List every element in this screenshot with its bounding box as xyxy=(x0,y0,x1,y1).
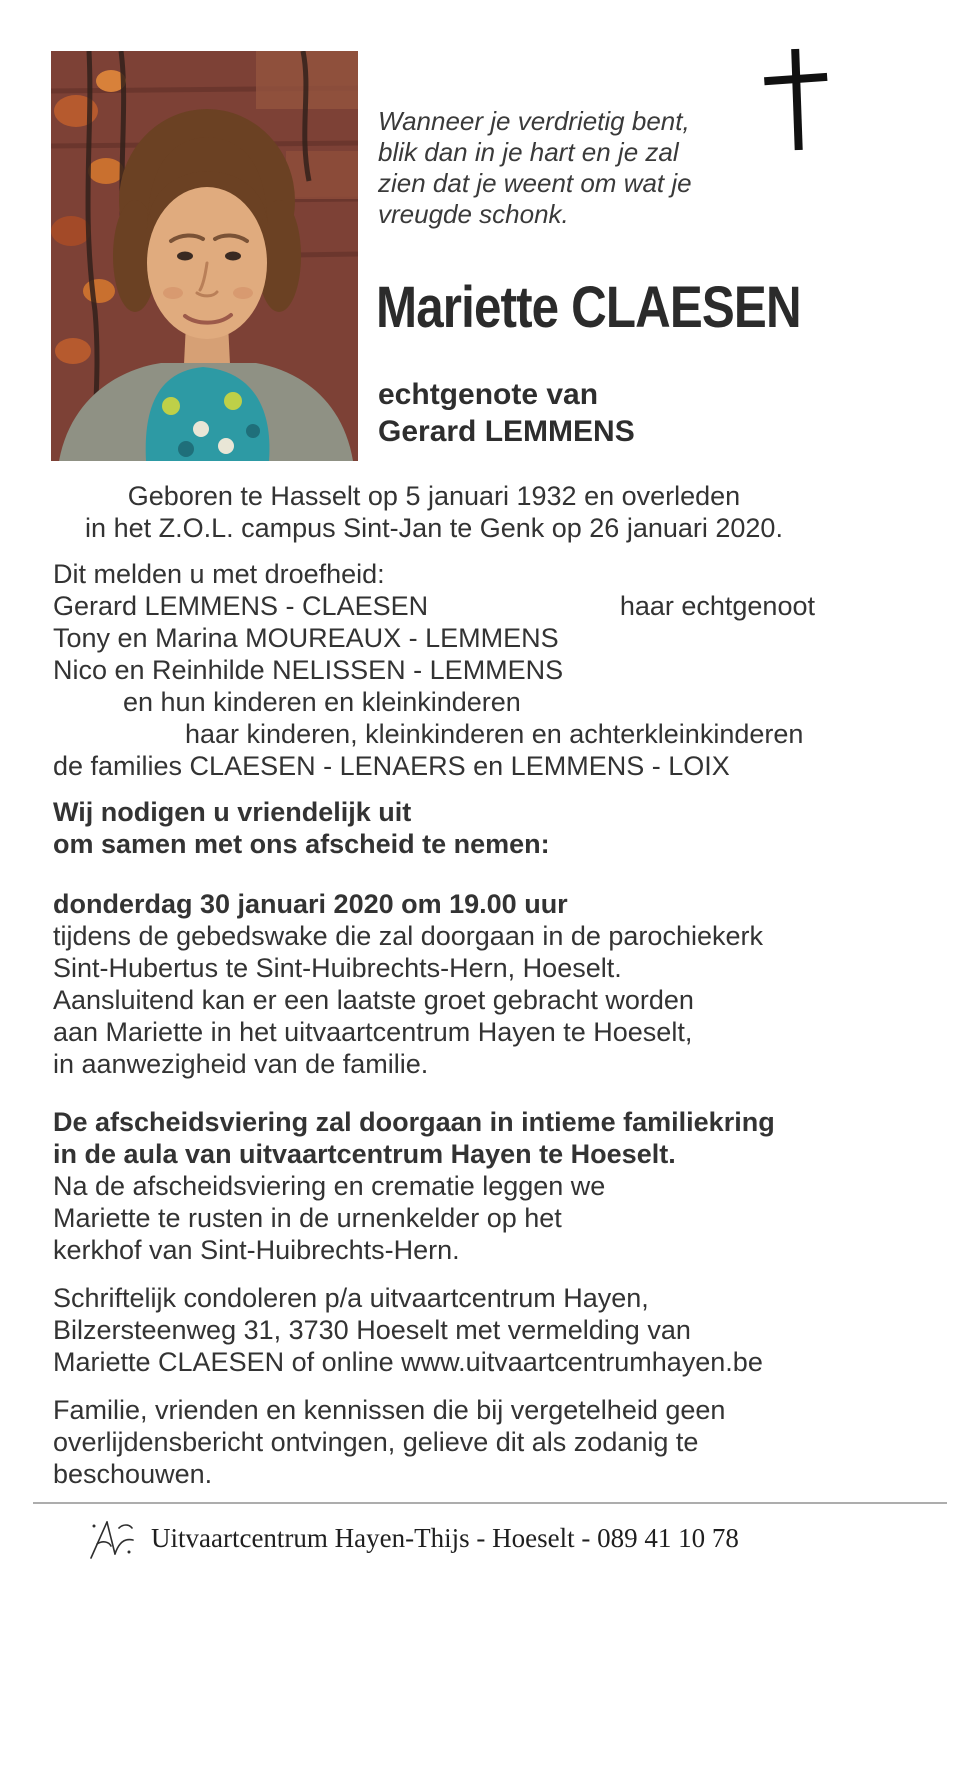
footer-divider xyxy=(33,1502,947,1504)
wake-line: in aanwezigheid van de familie. xyxy=(53,1049,429,1079)
life-dates-line: in het Z.O.L. campus Sint-Jan te Genk op 26 januari 2020. xyxy=(85,513,783,543)
wake-line: Sint-Hubertus te Sint-Huibrechts-Hern, Hoeselt. xyxy=(53,953,622,983)
farewell-line: Mariette te rusten in de urnenkelder op het xyxy=(53,1203,562,1233)
quote-line: zien dat je weent om wat je xyxy=(378,168,692,198)
relation-label: echtgenote van xyxy=(378,378,599,411)
condolences-line: Bilzersteenweg 31, 3730 Hoeselt met vermelding van xyxy=(53,1315,691,1345)
families-line: de families CLAESEN - LENAERS en LEMMENS - LOIX xyxy=(53,751,730,781)
condolences-line: Schriftelijk condoleren p/a uitvaartcentrum Hayen, xyxy=(53,1283,649,1313)
husband-role: haar echtgenoot xyxy=(619,591,815,621)
husband-name: Gerard LEMMENS - CLAESEN xyxy=(53,591,429,621)
deceased-name: Mariette CLAESEN xyxy=(376,275,801,340)
condolences-info xyxy=(53,1282,815,1378)
wake-line: tijdens de gebedswake die zal doorgaan in de parochiekerk xyxy=(53,921,763,951)
farewell-details xyxy=(53,1106,815,1266)
family-announcement xyxy=(53,558,815,782)
notice-line: Familie, vrienden en kennissen die bij vergetelheid geen xyxy=(53,1395,726,1425)
announcement-body xyxy=(53,480,815,1490)
memorial-quote xyxy=(378,106,758,230)
husband-row xyxy=(53,590,815,622)
child-line: Nico en Reinhilde NELISSEN - LEMMENS xyxy=(53,655,564,685)
quote-line: Wanneer je verdrietig bent, xyxy=(378,106,690,136)
life-dates-line: Geboren te Hasselt op 5 januari 1932 en overleden xyxy=(127,481,741,511)
grandchildren-line: en hun kinderen en kleinkinderen xyxy=(123,687,521,717)
notice-line: overlijdensbericht ontvingen, gelieve dit als zodanig te xyxy=(53,1427,699,1457)
farewell-bold-line: in de aula van uitvaartcentrum Hayen te Hoeselt. xyxy=(53,1139,676,1169)
invitation-line: Wij nodigen u vriendelijk uit xyxy=(53,797,412,827)
apology-notice xyxy=(53,1394,815,1490)
wake-datetime: donderdag 30 januari 2020 om 19.00 uur xyxy=(53,889,568,919)
invitation xyxy=(53,796,815,860)
wake-line: aan Mariette in het uitvaartcentrum Hayen te Hoeselt, xyxy=(53,1017,693,1047)
wake-line: Aansluitend kan er een laatste groet gebracht worden xyxy=(53,985,694,1015)
farewell-bold-line: De afscheidsviering zal doorgaan in intieme familiekring xyxy=(53,1107,775,1137)
quote-line: blik dan in je hart en je zal xyxy=(378,137,679,167)
invitation-line: om samen met ons afscheid te nemen: xyxy=(53,829,550,859)
portrait-photo xyxy=(51,51,358,461)
funeral-home-logo-icon xyxy=(85,1514,137,1562)
announcement-intro: Dit melden u met droefheid: xyxy=(53,559,385,589)
funeral-home-contact: Uitvaartcentrum Hayen-Thijs - Hoeselt - 089 41 10 78 xyxy=(151,1522,739,1553)
spouse-name: Gerard LEMMENS xyxy=(378,415,635,448)
wake-details xyxy=(53,888,815,1080)
descendants-line: haar kinderen, kleinkinderen en achterkleinkinderen xyxy=(185,719,804,749)
notice-line: beschouwen. xyxy=(53,1459,213,1489)
spouse-info xyxy=(378,376,635,450)
life-dates xyxy=(53,480,815,544)
footer xyxy=(85,1514,739,1562)
condolences-line: Mariette CLAESEN of online www.uitvaartcentrumhayen.be xyxy=(53,1347,763,1377)
quote-line: vreugde schonk. xyxy=(378,199,569,229)
cross-icon xyxy=(752,46,842,156)
farewell-line: Na de afscheidsviering en crematie leggen we xyxy=(53,1171,606,1201)
portrait-photo-image xyxy=(51,51,358,461)
farewell-line: kerkhof van Sint-Huibrechts-Hern. xyxy=(53,1235,460,1265)
child-line: Tony en Marina MOUREAUX - LEMMENS xyxy=(53,623,559,653)
